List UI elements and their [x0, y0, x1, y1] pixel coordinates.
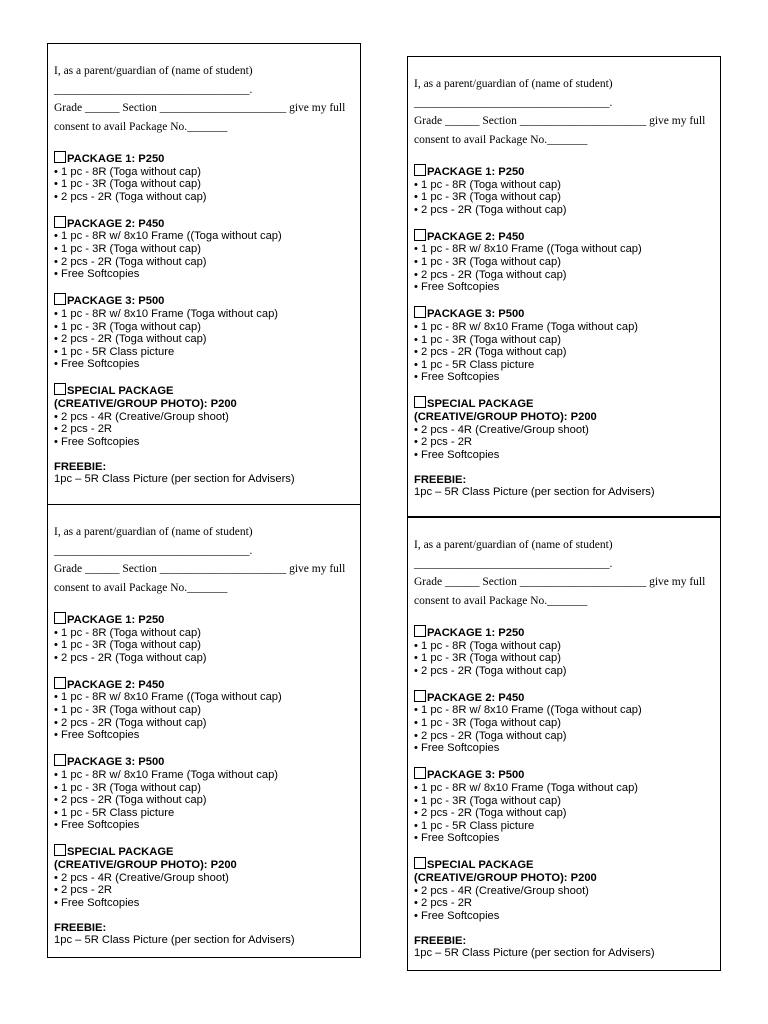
package-3-item: • 1 pc - 5R Class picture	[54, 345, 175, 358]
package-2-item: • 2 pcs - 2R (Toga without cap)	[54, 255, 207, 268]
package-2	[414, 690, 714, 755]
package-3-item: • 1 pc - 8R w/ 8x10 Frame (Toga without cap)	[414, 781, 639, 794]
package-2-checkbox[interactable]	[54, 677, 66, 689]
grade-blank[interactable]: ______	[444, 115, 480, 127]
package-3-checkbox[interactable]	[54, 293, 66, 305]
package-1-item: • 1 pc - 3R (Toga without cap)	[414, 652, 561, 665]
section-label: Section	[122, 102, 157, 114]
package-3-checkbox[interactable]	[414, 306, 426, 318]
package-1-checkbox[interactable]	[414, 164, 426, 176]
special-package-item: • 2 pcs - 2R	[54, 884, 113, 897]
grade-blank[interactable]: ______	[84, 102, 120, 114]
package-3-item: • 2 pcs - 2R (Toga without cap)	[414, 807, 567, 820]
package-2-item: • 2 pcs - 2R (Toga without cap)	[54, 716, 207, 729]
consent-tail: give my full	[649, 576, 706, 588]
package-2-title: PACKAGE 2: P450	[427, 230, 525, 243]
section-blank[interactable]: ______________________	[159, 563, 287, 575]
package-number-line	[414, 131, 714, 150]
freebie-text: 1pc – 5R Class Picture (per section for Advisers)	[54, 473, 295, 486]
package-3-item: • Free Softcopies	[54, 819, 140, 832]
student-name-blank[interactable]: __________________________________.	[414, 557, 613, 570]
package-2-checkbox[interactable]	[414, 229, 426, 241]
package-list	[414, 164, 714, 499]
package-2-item: • Free Softcopies	[54, 268, 140, 281]
freebie-section	[414, 935, 714, 960]
consent-form-bottom-right	[407, 517, 721, 971]
grade-blank[interactable]: ______	[84, 563, 120, 575]
package-1-item: • 1 pc - 8R (Toga without cap)	[414, 178, 561, 191]
student-name-blank[interactable]: __________________________________.	[54, 83, 253, 96]
special-package-subtitle: (CREATIVE/GROUP PHOTO): P200	[414, 411, 597, 423]
section-blank[interactable]: ______________________	[159, 102, 287, 114]
package-3-item: • 1 pc - 8R w/ 8x10 Frame (Toga without cap)	[54, 768, 279, 781]
package-number-line	[54, 579, 354, 598]
special-package-item: • 2 pcs - 4R (Creative/Group shoot)	[414, 884, 589, 897]
package-list	[54, 612, 354, 947]
freebie-section	[54, 461, 354, 486]
freebie-label: FREEBIE:	[54, 460, 107, 473]
consent-form-bottom-left	[47, 504, 361, 958]
section-blank[interactable]: ______________________	[519, 115, 647, 127]
consent-statement	[54, 62, 354, 136]
package-2	[54, 677, 354, 742]
special-package-item: • 2 pcs - 2R	[414, 897, 473, 910]
package-2-item: • 1 pc - 8R w/ 8x10 Frame ((Toga without cap)	[414, 243, 642, 256]
consent-statement	[414, 536, 714, 610]
package-2-item: • Free Softcopies	[54, 729, 140, 742]
grade-section-line	[414, 112, 714, 131]
package-1-item: • 1 pc - 3R (Toga without cap)	[54, 178, 201, 191]
consent-tail: give my full	[649, 115, 706, 127]
freebie-label: FREEBIE:	[414, 934, 467, 947]
package-number-blank[interactable]: _______	[187, 120, 228, 133]
package-1-item: • 2 pcs - 2R (Toga without cap)	[54, 190, 207, 203]
package-prefix: consent to avail Package No.	[54, 581, 188, 594]
package-3-checkbox[interactable]	[54, 754, 66, 766]
package-3-item: • 1 pc - 3R (Toga without cap)	[414, 333, 561, 346]
special-package-title: SPECIAL PACKAGE	[427, 398, 534, 411]
package-list	[54, 151, 354, 486]
grade-label: Grade	[54, 563, 83, 575]
special-package-item: • Free Softcopies	[414, 448, 500, 461]
section-label: Section	[482, 115, 517, 127]
special-package-subtitle: (CREATIVE/GROUP PHOTO): P200	[414, 872, 597, 884]
package-3-item: • 1 pc - 5R Class picture	[414, 819, 535, 832]
section-label: Section	[482, 576, 517, 588]
special-package-item: • Free Softcopies	[414, 909, 500, 922]
consent-statement	[54, 523, 354, 597]
special-package-item: • 2 pcs - 2R	[54, 423, 113, 436]
grade-label: Grade	[414, 115, 443, 127]
special-package-title: SPECIAL PACKAGE	[427, 859, 534, 872]
package-2-item: • 1 pc - 8R w/ 8x10 Frame ((Toga without cap)	[54, 691, 282, 704]
grade-section-line	[54, 99, 354, 118]
special-package	[54, 383, 354, 448]
package-3-title: PACKAGE 3: P500	[67, 756, 165, 769]
package-2-item: • 1 pc - 8R w/ 8x10 Frame ((Toga without cap)	[54, 230, 282, 243]
package-3	[414, 306, 714, 384]
package-3	[54, 293, 354, 371]
package-3-item: • 1 pc - 3R (Toga without cap)	[54, 320, 201, 333]
package-3-title: PACKAGE 3: P500	[427, 769, 525, 782]
package-number-line	[54, 118, 354, 137]
freebie-label: FREEBIE:	[54, 921, 107, 934]
package-2-checkbox[interactable]	[414, 690, 426, 702]
package-3	[414, 767, 714, 845]
special-package-subtitle: (CREATIVE/GROUP PHOTO): P200	[54, 859, 237, 871]
package-3-item: • 1 pc - 5R Class picture	[414, 358, 535, 371]
package-1-title: PACKAGE 1: P250	[427, 166, 525, 178]
grade-blank[interactable]: ______	[444, 576, 480, 588]
special-package-title: SPECIAL PACKAGE	[67, 385, 174, 398]
special-package-item: • 2 pcs - 4R (Creative/Group shoot)	[54, 410, 229, 423]
package-3-item: • Free Softcopies	[414, 371, 500, 384]
special-package-checkbox[interactable]	[414, 396, 426, 408]
package-2-item: • 2 pcs - 2R (Toga without cap)	[414, 268, 567, 281]
special-package-checkbox[interactable]	[414, 857, 426, 869]
package-1	[54, 612, 354, 664]
freebie-text: 1pc – 5R Class Picture (per section for Advisers)	[414, 947, 655, 960]
package-2-title: PACKAGE 2: P450	[67, 217, 165, 230]
freebie-section	[54, 922, 354, 947]
package-2-item: • 2 pcs - 2R (Toga without cap)	[414, 729, 567, 742]
freebie-section	[414, 474, 714, 499]
consent-intro: I, as a parent/guardian of (name of student)	[54, 526, 253, 538]
package-3-item: • 1 pc - 8R w/ 8x10 Frame (Toga without cap)	[414, 320, 639, 333]
package-1	[414, 625, 714, 677]
package-1-item: • 1 pc - 8R (Toga without cap)	[54, 626, 201, 639]
package-2	[414, 229, 714, 294]
package-1-checkbox[interactable]	[414, 625, 426, 637]
package-3-title: PACKAGE 3: P500	[67, 295, 165, 308]
package-3-checkbox[interactable]	[414, 767, 426, 779]
package-2-checkbox[interactable]	[54, 216, 66, 228]
consent-tail: give my full	[289, 102, 346, 114]
package-prefix: consent to avail Package No.	[414, 133, 548, 146]
package-number-blank[interactable]: _______	[547, 594, 588, 607]
package-3-item: • Free Softcopies	[54, 358, 140, 371]
package-1-title: PACKAGE 1: P250	[427, 627, 525, 639]
special-package	[414, 396, 714, 461]
package-2-item: • 1 pc - 3R (Toga without cap)	[414, 717, 561, 730]
freebie-text: 1pc – 5R Class Picture (per section for Advisers)	[414, 486, 655, 499]
consent-form-top-left	[47, 43, 361, 505]
package-3-item: • 2 pcs - 2R (Toga without cap)	[414, 346, 567, 359]
special-package-title: SPECIAL PACKAGE	[67, 846, 174, 859]
grade-label: Grade	[414, 576, 443, 588]
package-2-title: PACKAGE 2: P450	[427, 691, 525, 704]
package-1-checkbox[interactable]	[54, 612, 66, 624]
package-3-item: • 1 pc - 5R Class picture	[54, 806, 175, 819]
student-name-blank[interactable]: __________________________________.	[54, 544, 253, 557]
freebie-label: FREEBIE:	[414, 473, 467, 486]
package-2-item: • Free Softcopies	[414, 742, 500, 755]
package-3-item: • 1 pc - 3R (Toga without cap)	[414, 794, 561, 807]
special-package-checkbox[interactable]	[54, 383, 66, 395]
package-2-item: • 1 pc - 8R w/ 8x10 Frame ((Toga without cap)	[414, 704, 642, 717]
package-prefix: consent to avail Package No.	[414, 594, 548, 607]
consent-intro: I, as a parent/guardian of (name of student)	[54, 65, 253, 77]
section-blank[interactable]: ______________________	[519, 576, 647, 588]
package-1-item: • 2 pcs - 2R (Toga without cap)	[414, 664, 567, 677]
consent-intro: I, as a parent/guardian of (name of student)	[414, 539, 613, 551]
grade-section-line	[414, 573, 714, 592]
special-package-item: • 2 pcs - 4R (Creative/Group shoot)	[54, 871, 229, 884]
package-1-item: • 1 pc - 3R (Toga without cap)	[414, 191, 561, 204]
package-3-item: • Free Softcopies	[414, 832, 500, 845]
freebie-text: 1pc – 5R Class Picture (per section for Advisers)	[54, 934, 295, 947]
consent-form-top-right	[407, 56, 721, 517]
special-package-item: • Free Softcopies	[54, 435, 140, 448]
package-1-item: • 1 pc - 8R (Toga without cap)	[414, 639, 561, 652]
student-name-blank[interactable]: __________________________________.	[414, 96, 613, 109]
package-1-checkbox[interactable]	[54, 151, 66, 163]
special-package-checkbox[interactable]	[54, 844, 66, 856]
package-3-title: PACKAGE 3: P500	[427, 308, 525, 321]
special-package-item: • Free Softcopies	[54, 896, 140, 909]
consent-statement	[414, 75, 714, 149]
package-1-item: • 2 pcs - 2R (Toga without cap)	[414, 203, 567, 216]
package-2	[54, 216, 354, 281]
package-1-item: • 1 pc - 3R (Toga without cap)	[54, 639, 201, 652]
consent-tail: give my full	[289, 563, 346, 575]
package-2-item: • 1 pc - 3R (Toga without cap)	[54, 704, 201, 717]
package-list	[414, 625, 714, 960]
package-2-item: • 1 pc - 3R (Toga without cap)	[54, 243, 201, 256]
special-package-subtitle: (CREATIVE/GROUP PHOTO): P200	[54, 398, 237, 410]
package-number-line	[414, 592, 714, 611]
package-1	[54, 151, 354, 203]
package-3-item: • 2 pcs - 2R (Toga without cap)	[54, 794, 207, 807]
package-1-item: • 2 pcs - 2R (Toga without cap)	[54, 651, 207, 664]
package-1-title: PACKAGE 1: P250	[67, 153, 165, 165]
package-1-title: PACKAGE 1: P250	[67, 614, 165, 626]
package-2-item: • Free Softcopies	[414, 281, 500, 294]
package-2-title: PACKAGE 2: P450	[67, 678, 165, 691]
consent-intro: I, as a parent/guardian of (name of student)	[414, 78, 613, 90]
package-3	[54, 754, 354, 832]
grade-section-line	[54, 560, 354, 579]
grade-label: Grade	[54, 102, 83, 114]
package-1-item: • 1 pc - 8R (Toga without cap)	[54, 165, 201, 178]
package-number-blank[interactable]: _______	[547, 133, 588, 146]
section-label: Section	[122, 563, 157, 575]
package-prefix: consent to avail Package No.	[54, 120, 188, 133]
special-package-item: • 2 pcs - 4R (Creative/Group shoot)	[414, 423, 589, 436]
package-2-item: • 1 pc - 3R (Toga without cap)	[414, 256, 561, 269]
package-1	[414, 164, 714, 216]
special-package	[54, 844, 354, 909]
special-package-item: • 2 pcs - 2R	[414, 436, 473, 449]
package-3-item: • 1 pc - 8R w/ 8x10 Frame (Toga without cap)	[54, 307, 279, 320]
special-package	[414, 857, 714, 922]
package-number-blank[interactable]: _______	[187, 581, 228, 594]
package-3-item: • 1 pc - 3R (Toga without cap)	[54, 781, 201, 794]
package-3-item: • 2 pcs - 2R (Toga without cap)	[54, 333, 207, 346]
